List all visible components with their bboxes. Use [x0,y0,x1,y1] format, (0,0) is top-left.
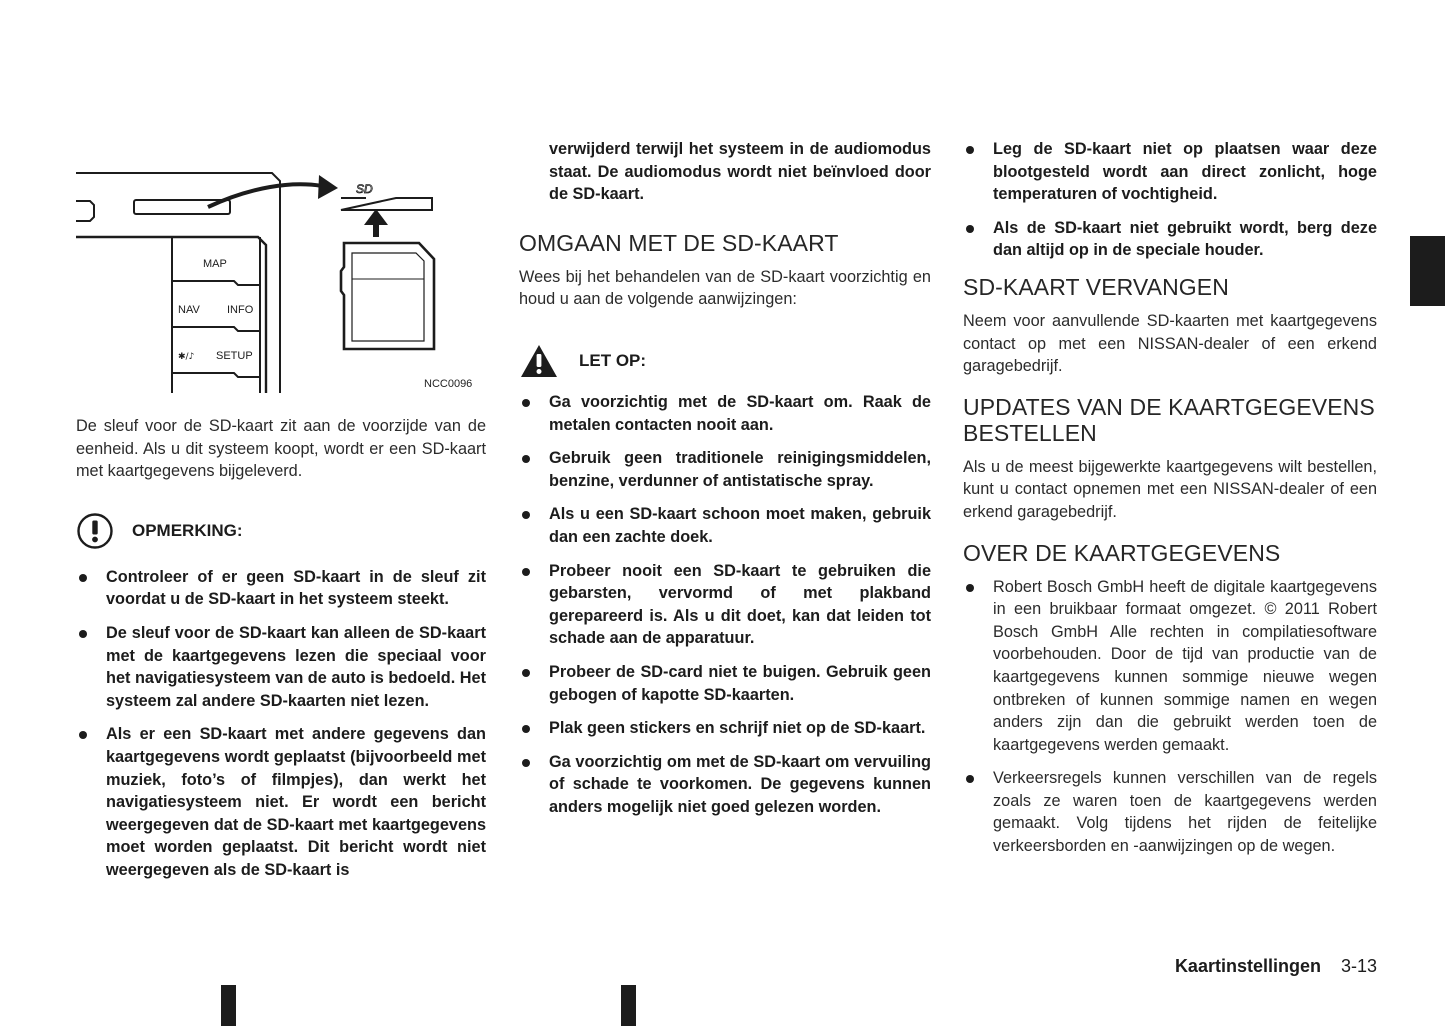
handling-intro-paragraph: Wees bij het behandelen van de SD-kaart voorzichtig en houd u aan de volgende aanwijzingen: [519,267,931,309]
list-item [76,723,486,881]
section-heading-replace: SD-KAART VERVANGEN [963,273,1229,300]
list-item [963,217,1377,262]
list-item [519,391,931,436]
slot-intro-paragraph: De sleuf voor de SD-kaart zit aan de voorzijde van de eenheid. Als u dit systeem koopt, wordt er een SD-kaart met kaartgegevens bijgeleverd. [76,417,486,481]
page-footer [1175,956,1377,977]
footer-section-title: Kaartinstellingen [1174,956,1321,976]
list-item-text: Probeer nooit een SD-kaart te gebruiken die gebarsten, vervormd of met plakband gerepareerd is. Als u dit doet, kan dat leiden tot schade aan de apparatuur. [549,561,931,648]
bullet-icon [522,568,530,576]
list-item [963,767,1377,857]
bullet-icon [79,630,87,638]
section-heading-updates: UPDATES VAN DE KAARTGEGEVENS BESTELLEN [963,393,1375,446]
caution-list [519,391,931,819]
list-item [963,576,1377,757]
list-item-text: Probeer de SD-card niet te buigen. Gebruik geen gebogen of kapotte SD-kaarten. [549,662,931,704]
list-item-text: Plak geen stickers en schrijf niet op de SD-kaart. [549,719,926,738]
bullet-icon [522,725,530,733]
bullet-icon [522,759,530,767]
about-list [963,576,1377,858]
nav-button-label: NAV [178,304,200,316]
warning-icon [519,343,559,379]
bullet-icon [522,399,530,407]
caution-header [519,343,931,379]
bullet-icon [79,731,87,739]
bullet-icon [79,574,87,582]
bullet-icon [522,511,530,519]
bullet-icon [522,669,530,677]
sd-slot-drawing [76,153,486,398]
bullet-icon [966,225,974,233]
list-item-text: Ga voorzichtig om met de SD-kaart om vervuiling of schade te voorkomen. De gegevens kunnen anders mogelijk niet goed gelezen worden. [549,752,931,816]
section-heading-handling: OMGAAN MET DE SD-KAART [519,229,839,256]
list-item-text: Leg de SD-kaart niet op plaatsen waar deze blootgesteld wordt aan direct zonlicht, hoge temperaturen of vochtigheid. [993,140,1377,204]
list-item-text: Verkeersregels kunnen verschillen van de regels zoals ze waren toen de kaartgegevens werden gemaakt. Volg tijdens het rijden de feitelijke verkeersborden en -aanwijzingen op de wegen. [993,769,1377,856]
section-heading-about: OVER DE KAARTGEGEVENS [963,539,1281,566]
updates-paragraph: Als u de meest bijgewerkte kaartgegevens wilt bestellen, kunt u contact opnemen met een NISSAN-dealer of een erkend garagebedrijf. [963,457,1377,521]
notice-header [76,512,486,550]
list-item [76,566,486,611]
bullet-icon [966,146,974,154]
notice-label: OPMERKING: [132,520,243,540]
notice-list [76,566,486,882]
list-item-text: Controleer of er geen SD-kaart in de sleuf zit voordat u de SD-kaart in het systeem steekt. [106,567,486,609]
list-item-text: Robert Bosch GmbH heeft de digitale kaartgegevens in een bruikbaar formaat omgezet. © 2011 Robert Bosch GmbH Alle rechten in compilatiesoftware voorbehouden. Door de tijd van productie van de kaartgegevens kunnen sommige nieuwe wegen ontbreken of kunnen sommige namen en wegen anders zijn dan die gebruikt werden toen de kaartgegevens werden gemaakt. [993,577,1377,754]
list-item [519,751,931,819]
bullet-icon [966,775,974,783]
list-item-text: Ga voorzichtig met de SD-kaart om. Raak de metalen contacten nooit aan. [549,392,931,434]
list-item [519,661,931,706]
sd-slot-illustration [76,153,486,398]
list-item-text: Als de SD-kaart niet gebruikt wordt, berg deze dan altijd op in de speciale houder. [993,218,1377,260]
crop-mark [621,985,636,1026]
bullet-icon [522,455,530,463]
list-item [963,138,1377,206]
crop-mark [221,985,236,1026]
storage-list [963,138,1377,262]
voice-button-label: ✱/♪ [178,352,195,362]
bullet-icon [966,584,974,592]
column-middle [519,138,931,829]
figure-code: NCC0096 [424,378,473,390]
list-item [519,717,931,740]
replace-paragraph: Neem voor aanvullende SD-kaarten met kaartgegevens contact op met een NISSAN-dealer of een erkend garagebedrijf. [963,311,1377,376]
list-item [519,503,931,548]
notice-icon [76,512,114,550]
caution-label: LET OP: [579,350,647,370]
column-left [76,138,486,893]
column-right [963,138,1377,869]
list-item [519,447,931,492]
sd-logo: SD [356,182,373,196]
list-item [76,622,486,712]
page-number: 3-13 [1340,956,1377,976]
list-item-text: Als u een SD-kaart schoon moet maken, gebruik dan een zachte doek. [549,505,931,546]
info-button-label: INFO [227,304,254,316]
list-item [519,560,931,650]
list-item-text: De sleuf voor de SD-kaart kan alleen de SD-kaart met de kaartgegevens lezen die speciaal voor het navigatiesysteem van de auto is bedoeld. Het systeem zal andere SD-kaarten niet lezen. [106,623,487,710]
list-item-text: Gebruik geen traditionele reinigingsmiddelen, benzine, verdunner of antistatische spray. [549,449,931,490]
map-button-label: MAP [203,258,227,270]
setup-button-label: SETUP [216,350,253,362]
continuation-paragraph: verwijderd terwijl het systeem in de audiomodus staat. De audiomodus wordt niet beïnvloed door de SD-kaart. [549,140,931,204]
list-item-text: Als er een SD-kaart met andere gegevens dan kaartgegevens wordt geplaatst (bijvoorbeeld met muziek, foto’s of filmpjes), dan werkt het navigatiesysteem niet. Er wordt een bericht weergegeven dat de SD-kaart met kaartgegevens moet worden geplaatst. Dit bericht wordt niet weergegeven als de SD-kaart is [106,725,486,879]
chapter-tab [1410,236,1445,306]
